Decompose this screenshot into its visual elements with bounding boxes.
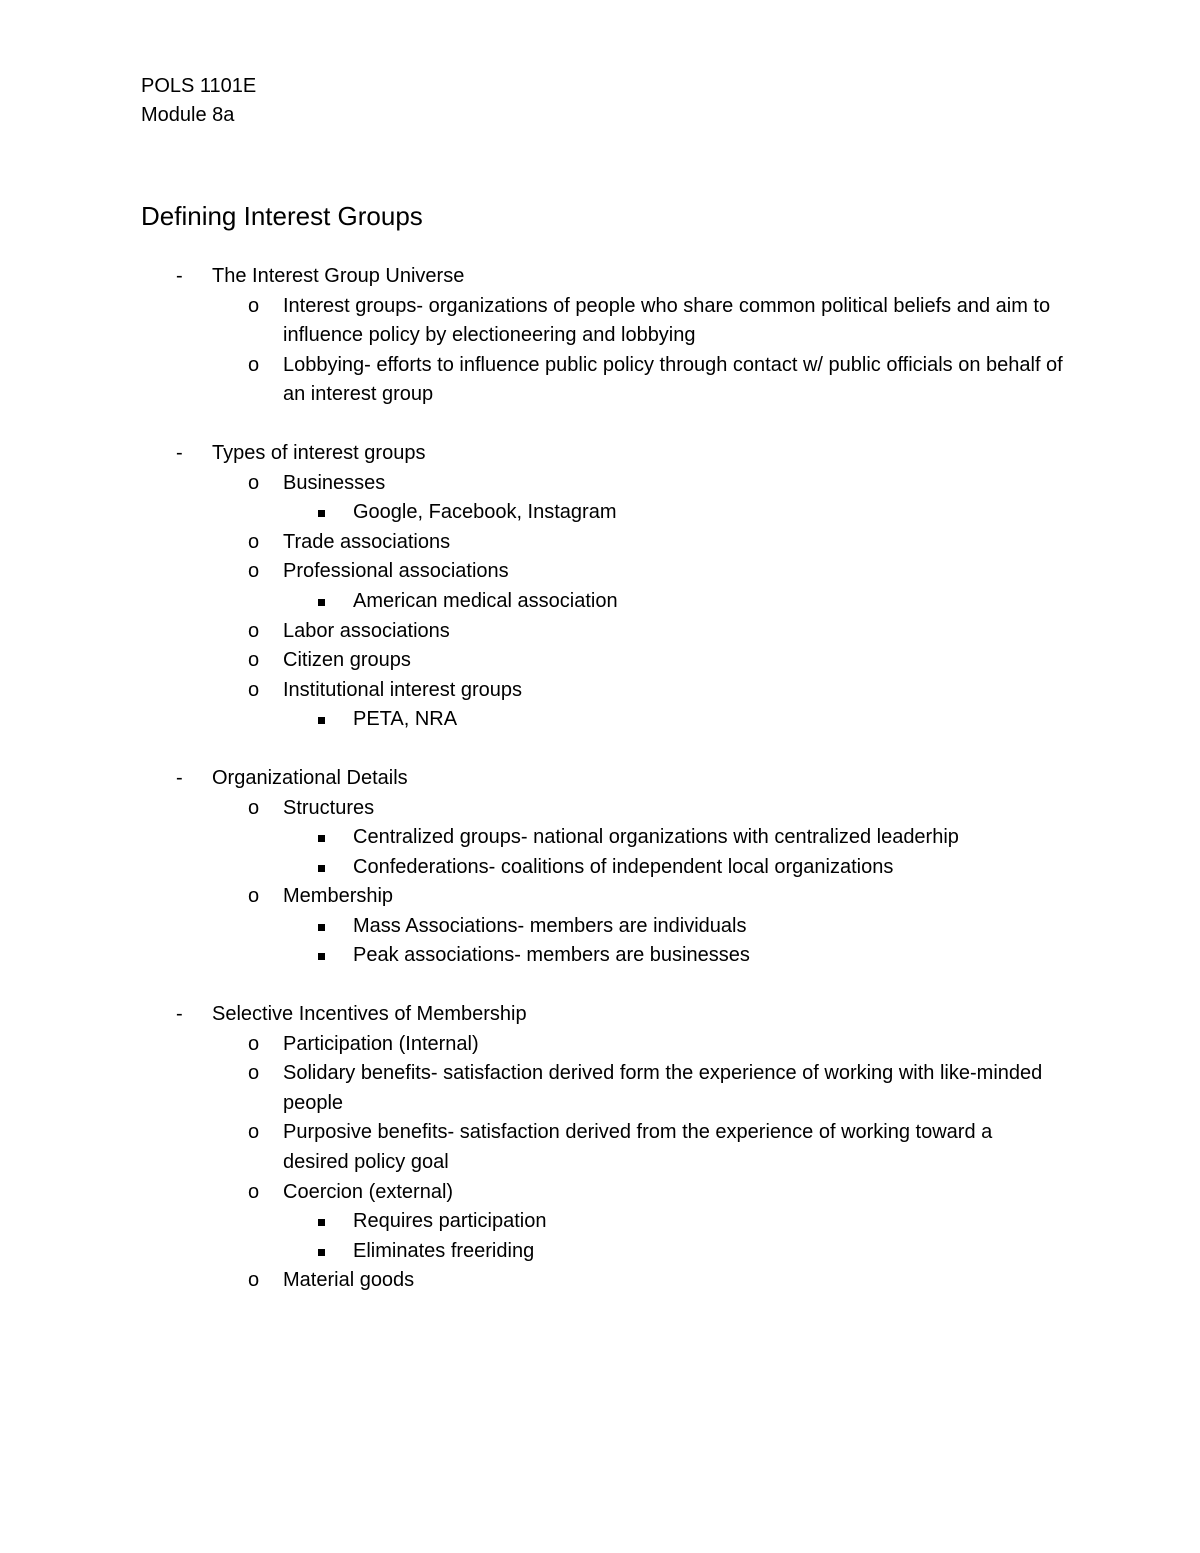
list-item-text: Coercion (external) [283,1180,454,1203]
list-item-text: Solidary benefits- satisfaction derived form the experience of working with like-minded people [283,1062,1043,1114]
circle-bullet: o [248,294,260,317]
list-item [0,351,1063,410]
square-bullet-icon [318,953,325,960]
square-bullet-icon [318,599,325,606]
list-item [0,676,1063,706]
list-item [0,469,1063,499]
circle-bullet: o [248,560,260,583]
section-heading [0,1000,1200,1030]
course-code: POLS 1101E [141,75,257,97]
section-heading-text: The Interest Group Universe [212,265,465,287]
list-item [0,1178,1063,1208]
circle-bullet: o [248,796,260,819]
list-item [0,794,1063,824]
sub-list-item [0,498,1200,528]
sub-list-item-text: Google, Facebook, Instagram [353,501,617,524]
list-item-text: Membership [283,885,394,908]
list-item [0,292,1063,351]
sub-list-item-text: Requires participation [353,1210,547,1233]
list-item-text: Participation (Internal) [283,1032,479,1055]
square-bullet-icon [318,717,325,724]
circle-bullet: o [248,530,260,553]
square-bullet-icon [318,1249,325,1256]
sub-list-item-text: Peak associations- members are businesses [353,944,750,967]
circle-bullet: o [248,1062,260,1085]
list-item [0,1059,1063,1118]
sub-list-item [0,941,1200,971]
list-item-text: Citizen groups [283,649,411,672]
square-bullet-icon [318,924,325,931]
sub-list-item [0,587,1200,617]
circle-bullet: o [248,1121,260,1144]
list-item [0,528,1063,558]
square-bullet-icon [318,510,325,517]
list-item [0,1266,1063,1296]
sub-list-item [0,1237,1200,1267]
sub-list-item [0,912,1200,942]
list-item-text: Trade associations [283,530,451,553]
list-item [0,557,1063,587]
list-item [0,646,1063,676]
sub-list-item [0,853,1200,883]
list-item-text: Structures [283,796,375,819]
page-title: Defining Interest Groups [141,201,423,231]
dash-bullet: - [176,1003,183,1026]
sub-list-item-text: Confederations- coalitions of independent local organizations [353,855,894,878]
sub-list-item [0,1207,1200,1237]
circle-bullet: o [248,619,260,642]
dash-bullet: - [176,766,183,789]
dash-bullet: - [176,441,183,464]
circle-bullet: o [248,471,260,494]
circle-bullet: o [248,1180,260,1203]
section-heading [0,764,1200,794]
list-item-text: Institutional interest groups [283,678,523,701]
section-heading-text: Organizational Details [212,766,408,789]
outline-section [0,262,1200,410]
section-heading-text: Types of interest groups [212,441,426,464]
sub-list-item [0,823,1200,853]
circle-bullet: o [248,1032,260,1055]
circle-bullet: o [248,353,260,376]
list-item-text: Professional associations [283,560,509,583]
list-item [0,1118,1063,1177]
square-bullet-icon [318,865,325,872]
section-heading [0,262,1200,292]
list-item-text: Purposive benefits- satisfaction derived from the experience of working toward a desired policy goal [283,1121,993,1174]
circle-bullet: o [248,885,260,908]
outline-section [0,764,1200,971]
list-item-text: Interest groups- organizations of people who share common political beliefs and aim to influence policy by electioneering and lobbying [283,294,1051,347]
circle-bullet: o [248,649,260,672]
sub-list-item-text: Mass Associations- members are individuals [353,914,747,937]
section-heading [0,439,1200,469]
list-item-text: Lobbying- efforts to influence public policy through contact w/ public officials on behalf of an interest group [283,353,1063,406]
section-heading-text: Selective Incentives of Membership [212,1003,527,1026]
sub-list-item [0,705,1200,735]
circle-bullet: o [248,1269,260,1292]
list-item [0,1030,1063,1060]
sub-list-item-text: PETA, NRA [353,708,458,731]
square-bullet-icon [318,835,325,842]
circle-bullet: o [248,678,260,701]
list-item-text: Material goods [283,1269,415,1292]
list-item-text: Labor associations [283,619,450,642]
square-bullet-icon [318,1219,325,1226]
sub-list-item-text: Eliminates freeriding [353,1239,535,1262]
dash-bullet: - [176,265,183,287]
list-item [0,617,1063,647]
outline-section [0,439,1200,735]
list-item-text: Businesses [283,471,386,494]
sub-list-item-text: American medical association [353,589,618,612]
outline [0,262,1200,1325]
list-item [0,882,1063,912]
sub-list-item-text: Centralized groups- national organizations with centralized leaderhip [353,826,959,849]
module-label: Module 8a [141,104,235,126]
document-header [141,72,256,130]
outline-section [0,1000,1200,1296]
